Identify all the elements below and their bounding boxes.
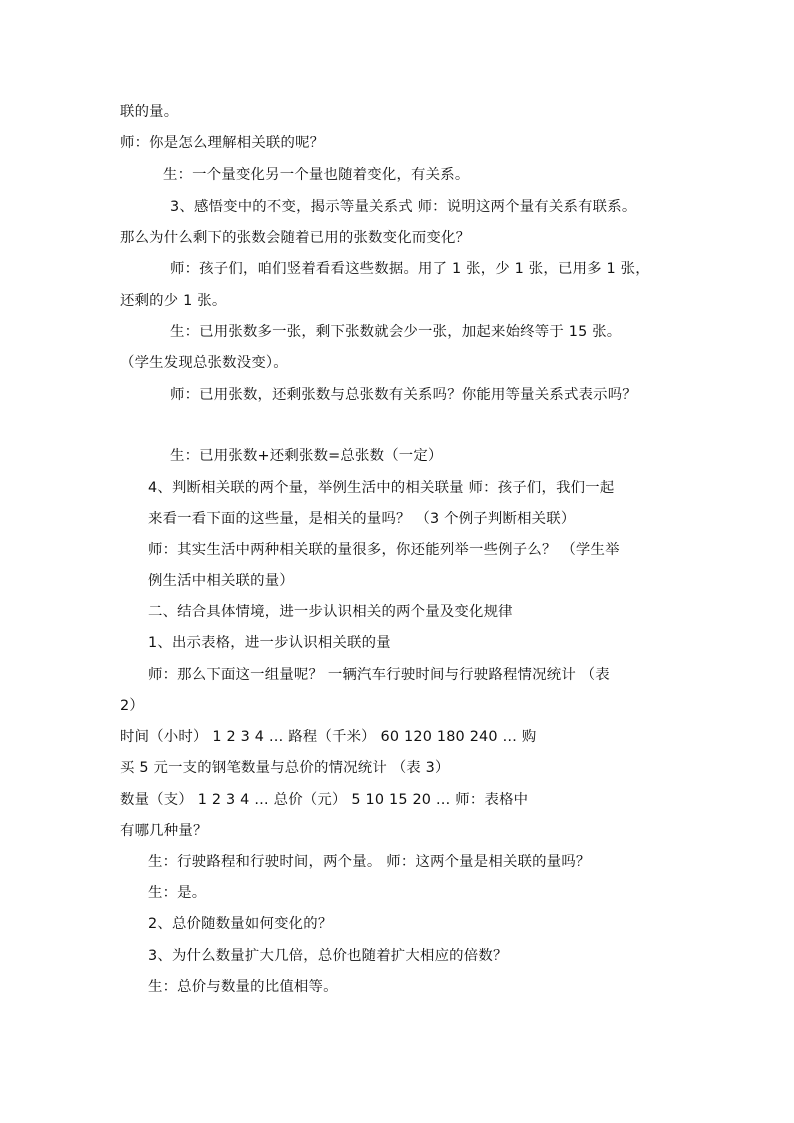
text-line: 师：已用张数，还剩张数与总张数有关系吗？你能用等量关系式表示吗？ — [170, 387, 637, 403]
text-line: 那么为什么剩下的张数会随着已用的张数变化而变化？ — [120, 230, 471, 246]
text-line: 2、总价随数量如何变化的？ — [148, 916, 333, 932]
text-line: 师：其实生活中两种相关联的量很多，你还能列举一些例子么？ （学生举 — [148, 542, 620, 558]
text-line: 生：已用张数+还剩张数=总张数（一定） — [170, 448, 443, 464]
text-line: 师：孩子们，咱们竖着看看这些数据。用了 1 张，少 1 张，已用多 1 张， — [170, 261, 650, 277]
text-line: 生：总价与数量的比值相等。 — [148, 979, 338, 995]
text-line: 二、结合具体情境，进一步认识相关的两个量及变化规律 — [148, 604, 513, 620]
text-line: 师：那么下面这一组量呢？ 一辆汽车行驶时间与行驶路程情况统计 （表 — [148, 667, 610, 683]
text-line: 联的量。 — [120, 104, 179, 120]
text-line: （学生发现总张数没变）。 — [120, 355, 288, 371]
text-line: 买 5 元一支的钢笔数量与总价的情况统计 （表 3） — [120, 760, 450, 776]
text-line: 时间（小时） 1 2 3 4 … 路程（千米） 60 120 180 240 … 购 — [120, 729, 537, 745]
text-line: 3、感悟变中的不变，揭示等量关系式 师：说明这两个量有关系有联系。 — [170, 199, 637, 215]
text-line: 3、为什么数量扩大几倍，总价也随着扩大相应的倍数？ — [148, 948, 508, 964]
text-line: 还剩的少 1 张。 — [120, 293, 227, 309]
text-line: 4、判断相关联的两个量，举例生活中的相关联量 师：孩子们，我们一起 — [148, 480, 615, 496]
text-line: 师：你是怎么理解相关联的呢？ — [120, 135, 325, 151]
text-line: 生：行驶路程和行驶时间，两个量。 师：这两个量是相关联的量吗？ — [148, 854, 591, 870]
text-line: 数量（支） 1 2 3 4 … 总价（元） 5 10 15 20 … 师：表格中 — [120, 792, 529, 808]
text-line: 例生活中相关联的量） — [148, 573, 294, 589]
text-line: 生：一个量变化另一个量也随着变化，有关系。 — [163, 167, 470, 183]
text-line: 2） — [120, 698, 144, 714]
text-line: 生：已用张数多一张，剩下张数就会少一张，加起来始终等于 15 张。 — [170, 324, 622, 340]
text-line: 有哪几种量？ — [120, 823, 208, 839]
text-line: 生：是。 — [148, 885, 207, 901]
text-line: 1、出示表格，进一步认识相关联的量 — [148, 635, 391, 651]
text-line: 来看一看下面的这些量，是相关的量吗？ （3 个例子判断相关联） — [148, 511, 576, 527]
